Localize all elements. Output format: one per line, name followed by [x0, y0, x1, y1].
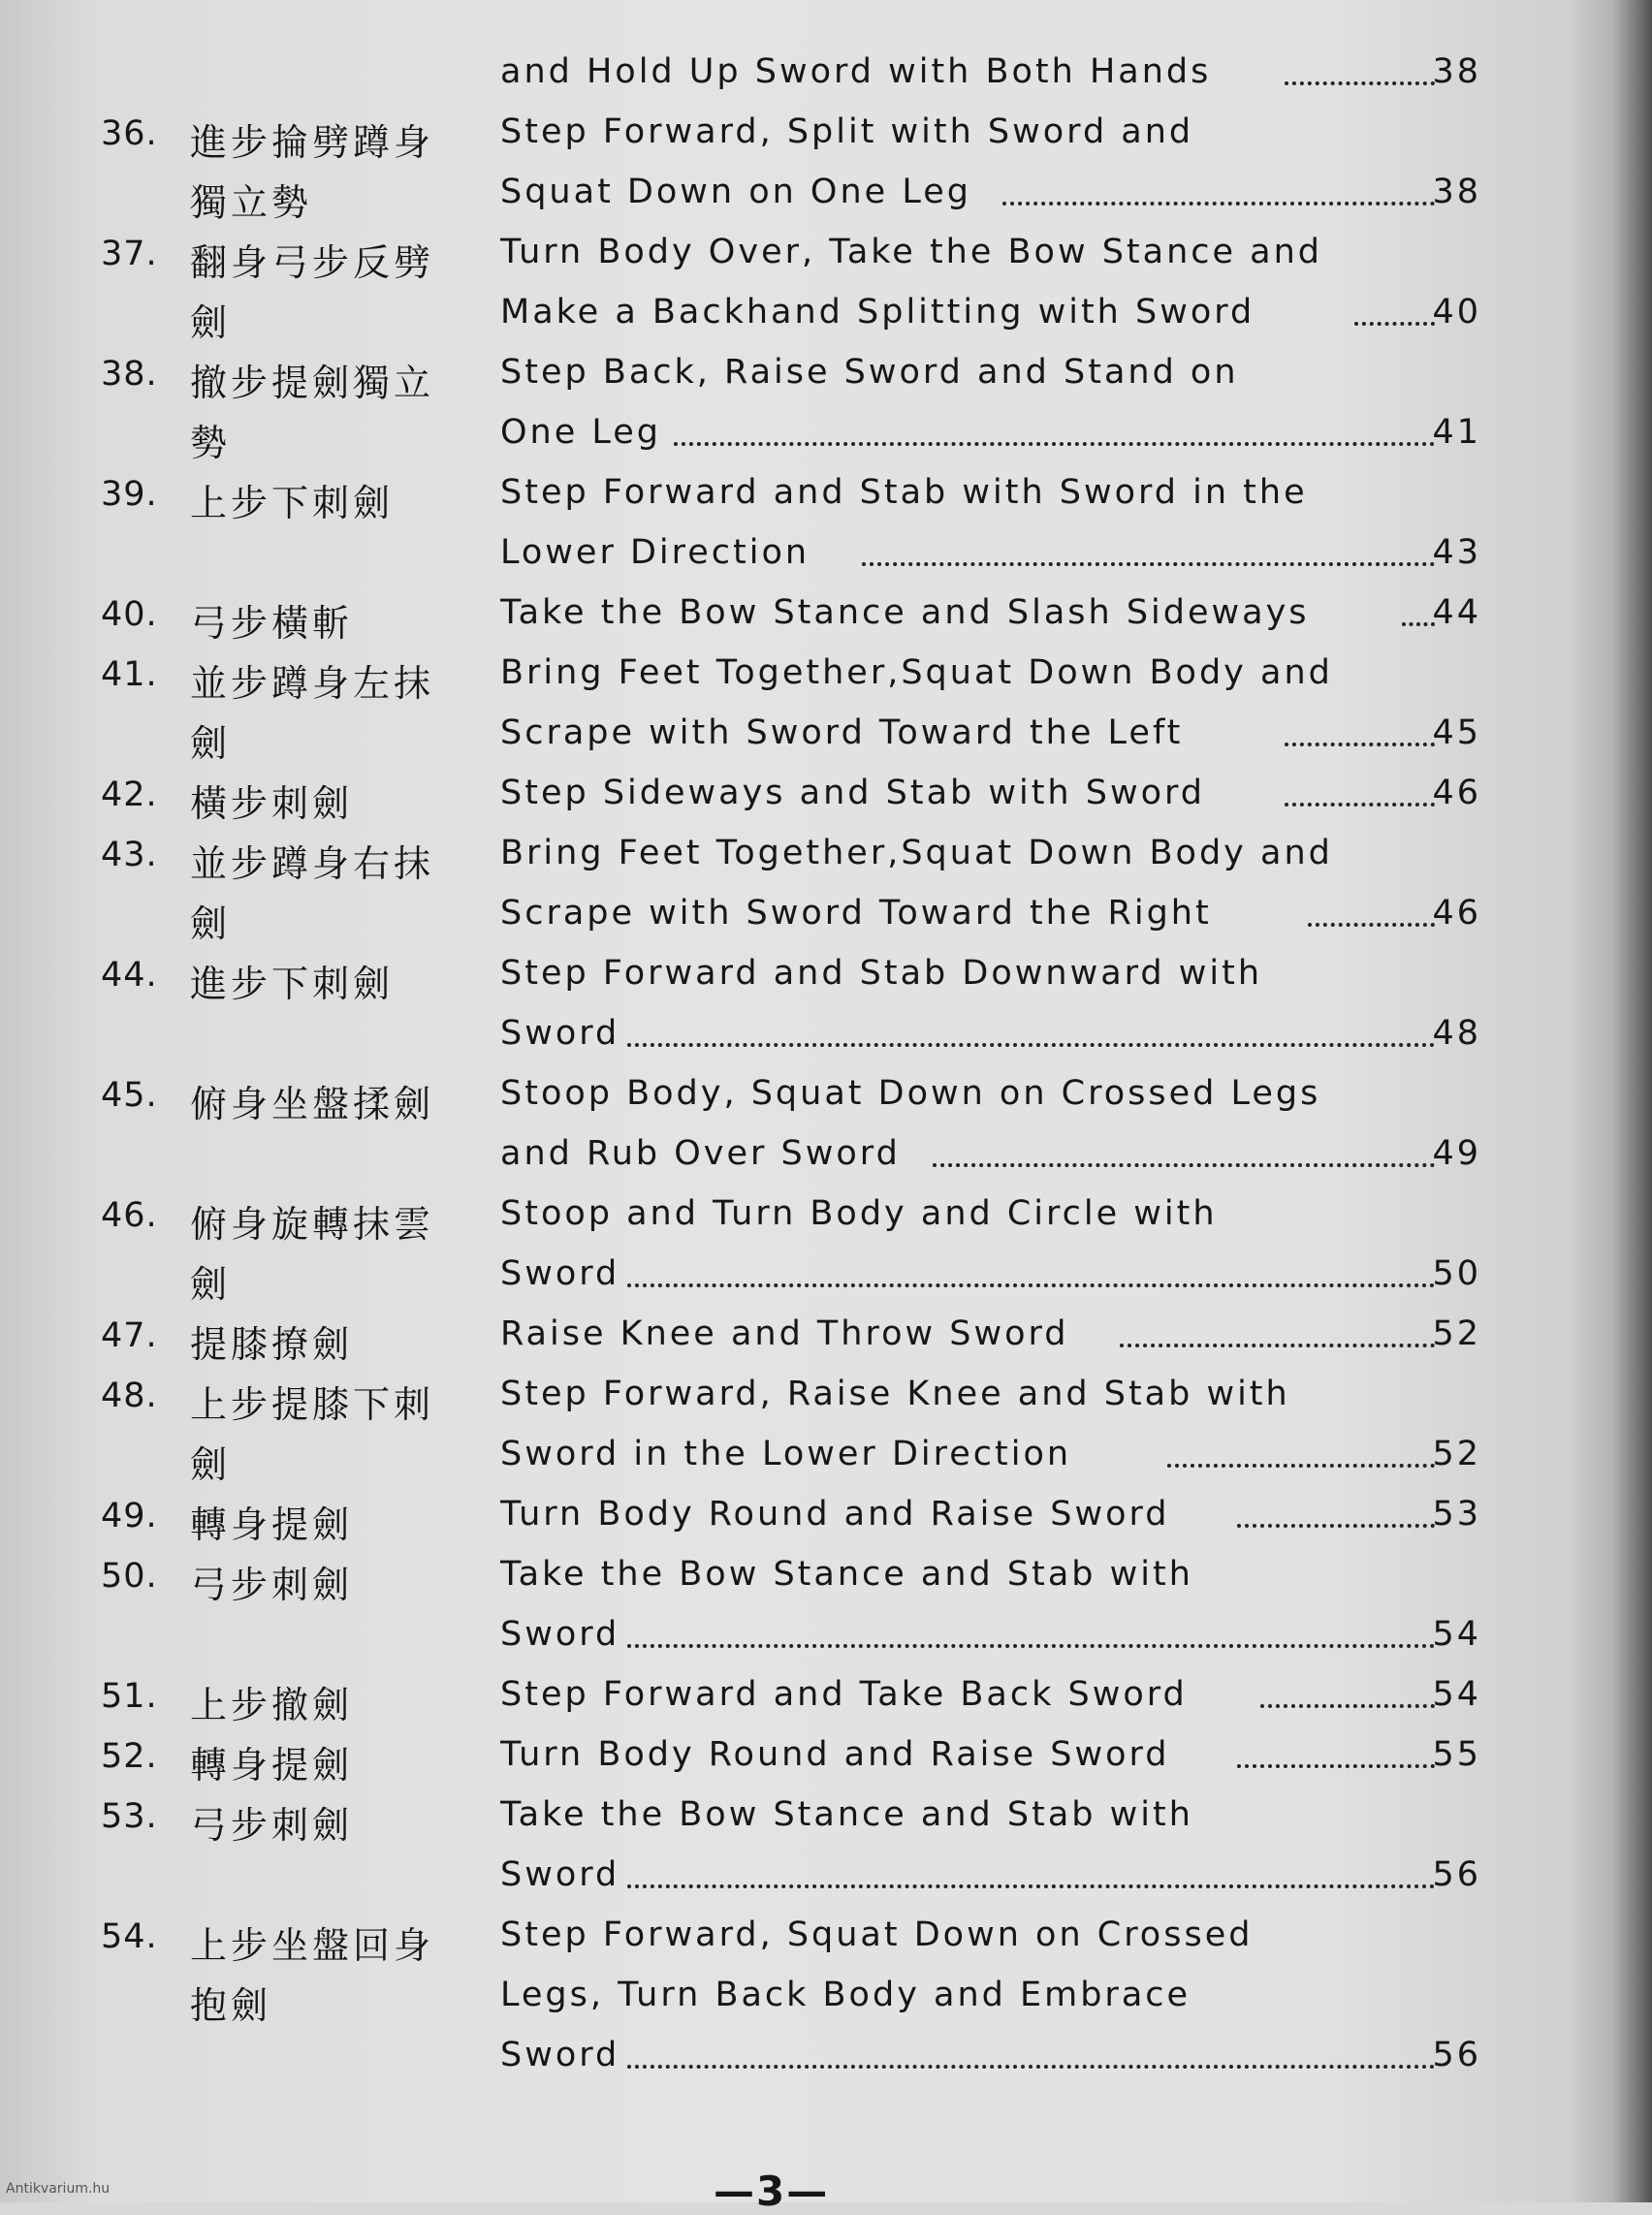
toc-entry-page-number: 41: [1432, 413, 1481, 452]
toc-entry-text: and Hold Up Sword with Both Hands: [500, 52, 1212, 91]
toc-entry-text: Make a Backhand Splitting with Sword: [500, 293, 1255, 332]
toc-entry-english-title: [500, 1194, 1481, 1243]
toc-entry-chinese-title: 俯身坐盤揉劍: [190, 1083, 435, 1125]
toc-entry-number: 37.: [101, 235, 158, 273]
toc-entry-number: 46.: [101, 1196, 158, 1235]
toc-entry-page-number: 52: [1432, 1314, 1481, 1353]
toc-entry-english-title: [500, 774, 1481, 822]
toc-line: [0, 948, 1652, 1006]
toc-entry-number: 45.: [101, 1076, 158, 1115]
toc-entry-chinese-title: 橫步刺劍: [190, 782, 354, 825]
toc-entry-chinese-title: 劍: [190, 902, 232, 945]
toc-entry-english-title: [500, 1314, 1481, 1363]
toc-leader-dots: [1237, 1760, 1435, 1768]
toc-entry-number: 44.: [101, 956, 158, 995]
toc-entry-page-number: 50: [1432, 1254, 1481, 1293]
toc-entry-text: Sword: [500, 1615, 620, 1654]
toc-entry-english-title: [500, 1375, 1481, 1423]
toc-line: [0, 1970, 1652, 2028]
toc-entry-text: Scrape with Sword Toward the Right: [500, 894, 1212, 933]
toc-entry-text: Step Sideways and Stab with Sword: [500, 774, 1205, 812]
toc-entry-text: Step Forward, Raise Knee and Stab with: [500, 1375, 1290, 1413]
toc-line: [0, 1729, 1652, 1788]
toc-entry-chinese-title: 轉身提劍: [190, 1503, 354, 1546]
toc-entry-text: Turn Body Over, Take the Bow Stance and: [500, 233, 1323, 271]
toc-entry-english-title: [500, 1435, 1481, 1483]
toc-leader-dots: [627, 2061, 1435, 2069]
toc-entry-english-title: [500, 1976, 1481, 2024]
toc-line: [0, 167, 1652, 225]
toc-entry-chinese-title: 劍: [190, 722, 232, 765]
toc-entry-chinese-title: 弓步刺劍: [190, 1564, 354, 1606]
toc-line: [0, 1789, 1652, 1848]
toc-entry-text: One Leg: [500, 413, 662, 452]
toc-entry-page-number: 54: [1432, 1675, 1481, 1714]
toc-entry-chinese-title: 獨立勢: [190, 181, 313, 224]
toc-entry-number: 51.: [101, 1677, 158, 1716]
toc-entry-text: Step Forward and Stab with Sword in the: [500, 473, 1308, 512]
toc-line: [0, 467, 1652, 525]
toc-entry-page-number: 44: [1432, 593, 1481, 632]
toc-entry-chinese-title: 並步蹲身右抹: [190, 842, 435, 885]
toc-entry-english-title: [500, 1795, 1481, 1844]
toc-entry-number: 53.: [101, 1797, 158, 1836]
toc-leader-dots: [674, 438, 1435, 446]
toc-entry-page-number: 40: [1432, 293, 1481, 332]
toc-entry-page-number: 55: [1432, 1735, 1481, 1774]
toc-entry-english-title: [500, 1254, 1481, 1303]
toc-leader-dots: [1237, 1520, 1435, 1528]
toc-leader-dots: [1285, 78, 1435, 85]
toc-entry-english-title: [500, 1074, 1481, 1123]
toc-entry-number: 40.: [101, 595, 158, 634]
page-number-footer: —3—: [714, 2168, 830, 2215]
toc-entry-text: Take the Bow Stance and Slash Sideways: [500, 593, 1310, 632]
toc-line: [0, 407, 1652, 465]
toc-leader-dots: [1308, 919, 1435, 927]
toc-entry-chinese-title: 弓步橫斬: [190, 602, 354, 645]
watermark: Antikvarium.hu: [6, 2181, 111, 2197]
toc-leader-dots: [627, 1280, 1435, 1287]
toc-entry-english-title: [500, 353, 1481, 401]
toc-leader-dots: [1167, 1460, 1435, 1468]
toc-entry-english-title: [500, 1855, 1481, 1904]
toc-leader-dots: [1402, 618, 1435, 626]
toc-leader-dots: [1002, 198, 1435, 206]
toc-entry-chinese-title: 劍: [190, 301, 232, 344]
toc-entry-page-number: 53: [1432, 1495, 1481, 1534]
toc-line: [0, 648, 1652, 706]
toc-entry-english-title: [500, 173, 1481, 221]
toc-entry-number: 38.: [101, 355, 158, 394]
toc-line: [0, 1910, 1652, 1968]
toc-entry-text: Sword: [500, 2036, 620, 2074]
toc-entry-chinese-title: 撤步提劍獨立: [190, 362, 435, 404]
toc-entry-english-title: [500, 233, 1481, 281]
toc-entry-english-title: [500, 1555, 1481, 1603]
toc-entry-english-title: [500, 653, 1481, 702]
toc-leader-dots: [627, 1640, 1435, 1648]
toc-entry-chinese-title: 翻身弓步反劈: [190, 241, 435, 284]
toc-line: [0, 1068, 1652, 1126]
toc-entry-english-title: [500, 2036, 1481, 2084]
toc-entry-text: Bring Feet Together,Squat Down Body and: [500, 834, 1333, 872]
toc-entry-text: Stoop Body, Squat Down on Crossed Legs: [500, 1074, 1321, 1113]
toc-line: [0, 1369, 1652, 1427]
toc-leader-dots: [862, 558, 1435, 566]
toc-entry-chinese-title: 轉身提劍: [190, 1744, 354, 1787]
toc-entry-text: Sword: [500, 1855, 620, 1894]
toc-entry-text: Take the Bow Stance and Stab with: [500, 1795, 1193, 1834]
toc-leader-dots: [627, 1039, 1435, 1047]
toc-entry-chinese-title: 進步下刺劍: [190, 963, 395, 1005]
toc-line: [0, 47, 1652, 105]
toc-entry-english-title: [500, 834, 1481, 882]
toc-line: [0, 768, 1652, 826]
toc-line: [0, 107, 1652, 165]
toc-entry-number: 52.: [101, 1737, 158, 1776]
toc-entry-english-title: [500, 1735, 1481, 1784]
toc-entry-page-number: 43: [1432, 533, 1481, 572]
toc-entry-page-number: 52: [1432, 1435, 1481, 1473]
toc-entry-chinese-title: 俯身旋轉抹雲: [190, 1203, 435, 1246]
toc-line: [0, 1609, 1652, 1667]
toc-entry-text: Step Back, Raise Sword and Stand on: [500, 353, 1239, 392]
toc-entry-page-number: 46: [1432, 894, 1481, 933]
toc-entry-text: Turn Body Round and Raise Sword: [500, 1495, 1170, 1534]
toc-entry-chinese-title: 劍: [190, 1443, 232, 1486]
toc-entry-english-title: [500, 413, 1481, 461]
toc-entry-page-number: 56: [1432, 1855, 1481, 1894]
toc-line: [0, 1309, 1652, 1367]
toc-entry-english-title: [500, 112, 1481, 161]
toc-line: [0, 1429, 1652, 1487]
toc-leader-dots: [1120, 1340, 1435, 1347]
toc-entry-english-title: [500, 1675, 1481, 1724]
toc-entry-chinese-title: 弓步刺劍: [190, 1804, 354, 1847]
toc-entry-english-title: [500, 1615, 1481, 1663]
toc-entry-number: 50.: [101, 1557, 158, 1596]
toc-entry-text: Lower Direction: [500, 533, 810, 572]
toc-entry-english-title: [500, 1134, 1481, 1183]
toc-entry-chinese-title: 抱劍: [190, 1984, 272, 2027]
toc-leader-dots: [933, 1159, 1435, 1167]
toc-line: [0, 287, 1652, 345]
toc-line: [0, 1128, 1652, 1187]
toc-entry-chinese-title: 上步提膝下刺: [190, 1383, 435, 1426]
toc-line: [0, 527, 1652, 585]
toc-entry-english-title: [500, 593, 1481, 642]
toc-entry-english-title: [500, 954, 1481, 1002]
toc-entry-page-number: 54: [1432, 1615, 1481, 1654]
toc-entry-text: Take the Bow Stance and Stab with: [500, 1555, 1193, 1594]
toc-entry-number: 54.: [101, 1917, 158, 1956]
toc-line: [0, 1008, 1652, 1066]
toc-entry-text: Sword in the Lower Direction: [500, 1435, 1072, 1473]
toc-leader-dots: [1285, 799, 1435, 807]
toc-line: [0, 2030, 1652, 2088]
toc-entry-text: Sword: [500, 1014, 620, 1053]
toc-entry-text: Bring Feet Together,Squat Down Body and: [500, 653, 1333, 692]
toc-line: [0, 347, 1652, 405]
toc-entry-chinese-title: 提膝撩劍: [190, 1323, 354, 1366]
toc-entry-text: Step Forward and Stab Downward with: [500, 954, 1263, 993]
toc-entry-chinese-title: 並步蹲身左抹: [190, 662, 435, 705]
toc-entry-page-number: 38: [1432, 52, 1481, 91]
toc-entry-english-title: [500, 713, 1481, 762]
toc-leader-dots: [627, 1881, 1435, 1888]
toc-entry-text: and Rub Over Sword: [500, 1134, 901, 1173]
toc-line: [0, 708, 1652, 766]
toc-line: [0, 888, 1652, 946]
toc-entry-page-number: 46: [1432, 774, 1481, 812]
toc-entry-chinese-title: 上步下刺劍: [190, 482, 395, 524]
toc-leader-dots: [1285, 739, 1435, 746]
toc-entry-number: 47.: [101, 1316, 158, 1355]
toc-line: [0, 1188, 1652, 1247]
toc-entry-number: 42.: [101, 775, 158, 814]
toc-entry-chinese-title: 上步坐盤回身: [190, 1924, 435, 1967]
toc-entry-english-title: [500, 894, 1481, 942]
toc-entry-text: Turn Body Round and Raise Sword: [500, 1735, 1170, 1774]
toc-entry-text: Squat Down on One Leg: [500, 173, 971, 211]
toc-entry-page-number: 45: [1432, 713, 1481, 752]
toc-entry-text: Step Forward and Take Back Sword: [500, 1675, 1188, 1714]
toc-entry-english-title: [500, 1014, 1481, 1062]
toc-entry-number: 48.: [101, 1376, 158, 1415]
toc-entry-chinese-title: 上步撤劍: [190, 1684, 354, 1726]
toc-entry-text: Sword: [500, 1254, 620, 1293]
toc-entry-english-title: [500, 293, 1481, 341]
toc-leader-dots: [1260, 1700, 1435, 1708]
toc-entry-english-title: [500, 473, 1481, 522]
toc-entry-number: 39.: [101, 475, 158, 514]
toc-leader-dots: [1354, 318, 1435, 326]
toc-line: [0, 587, 1652, 646]
toc-line: [0, 227, 1652, 285]
toc-line: [0, 1669, 1652, 1727]
toc-entry-page-number: 49: [1432, 1134, 1481, 1173]
toc-line: [0, 1249, 1652, 1307]
toc-entry-english-title: [500, 533, 1481, 582]
toc-entry-chinese-title: 進步掄劈蹲身: [190, 121, 435, 164]
toc-entry-text: Stoop and Turn Body and Circle with: [500, 1194, 1218, 1233]
toc-entry-chinese-title: 勢: [190, 422, 232, 464]
toc-entry-number: 36.: [101, 114, 158, 153]
toc-entry-english-title: [500, 1915, 1481, 1964]
toc-entry-text: Scrape with Sword Toward the Left: [500, 713, 1184, 752]
toc-entry-number: 41.: [101, 655, 158, 694]
toc-entry-text: Step Forward, Split with Sword and: [500, 112, 1194, 151]
toc-line: [0, 1489, 1652, 1547]
toc-entry-number: 43.: [101, 836, 158, 874]
toc-entry-chinese-title: 劍: [190, 1263, 232, 1306]
toc-entry-english-title: [500, 1495, 1481, 1543]
toc-entry-text: Raise Knee and Throw Sword: [500, 1314, 1069, 1353]
toc-entry-text: Step Forward, Squat Down on Crossed: [500, 1915, 1254, 1954]
toc-entry-number: 49.: [101, 1497, 158, 1535]
toc-entry-page-number: 38: [1432, 173, 1481, 211]
toc-entry-text: Legs, Turn Back Body and Embrace: [500, 1976, 1191, 2014]
toc-line: [0, 1850, 1652, 1908]
toc-line: [0, 828, 1652, 886]
toc-line: [0, 1549, 1652, 1607]
toc-entry-english-title: [500, 52, 1481, 101]
toc-entry-page-number: 48: [1432, 1014, 1481, 1053]
toc-entry-page-number: 56: [1432, 2036, 1481, 2074]
